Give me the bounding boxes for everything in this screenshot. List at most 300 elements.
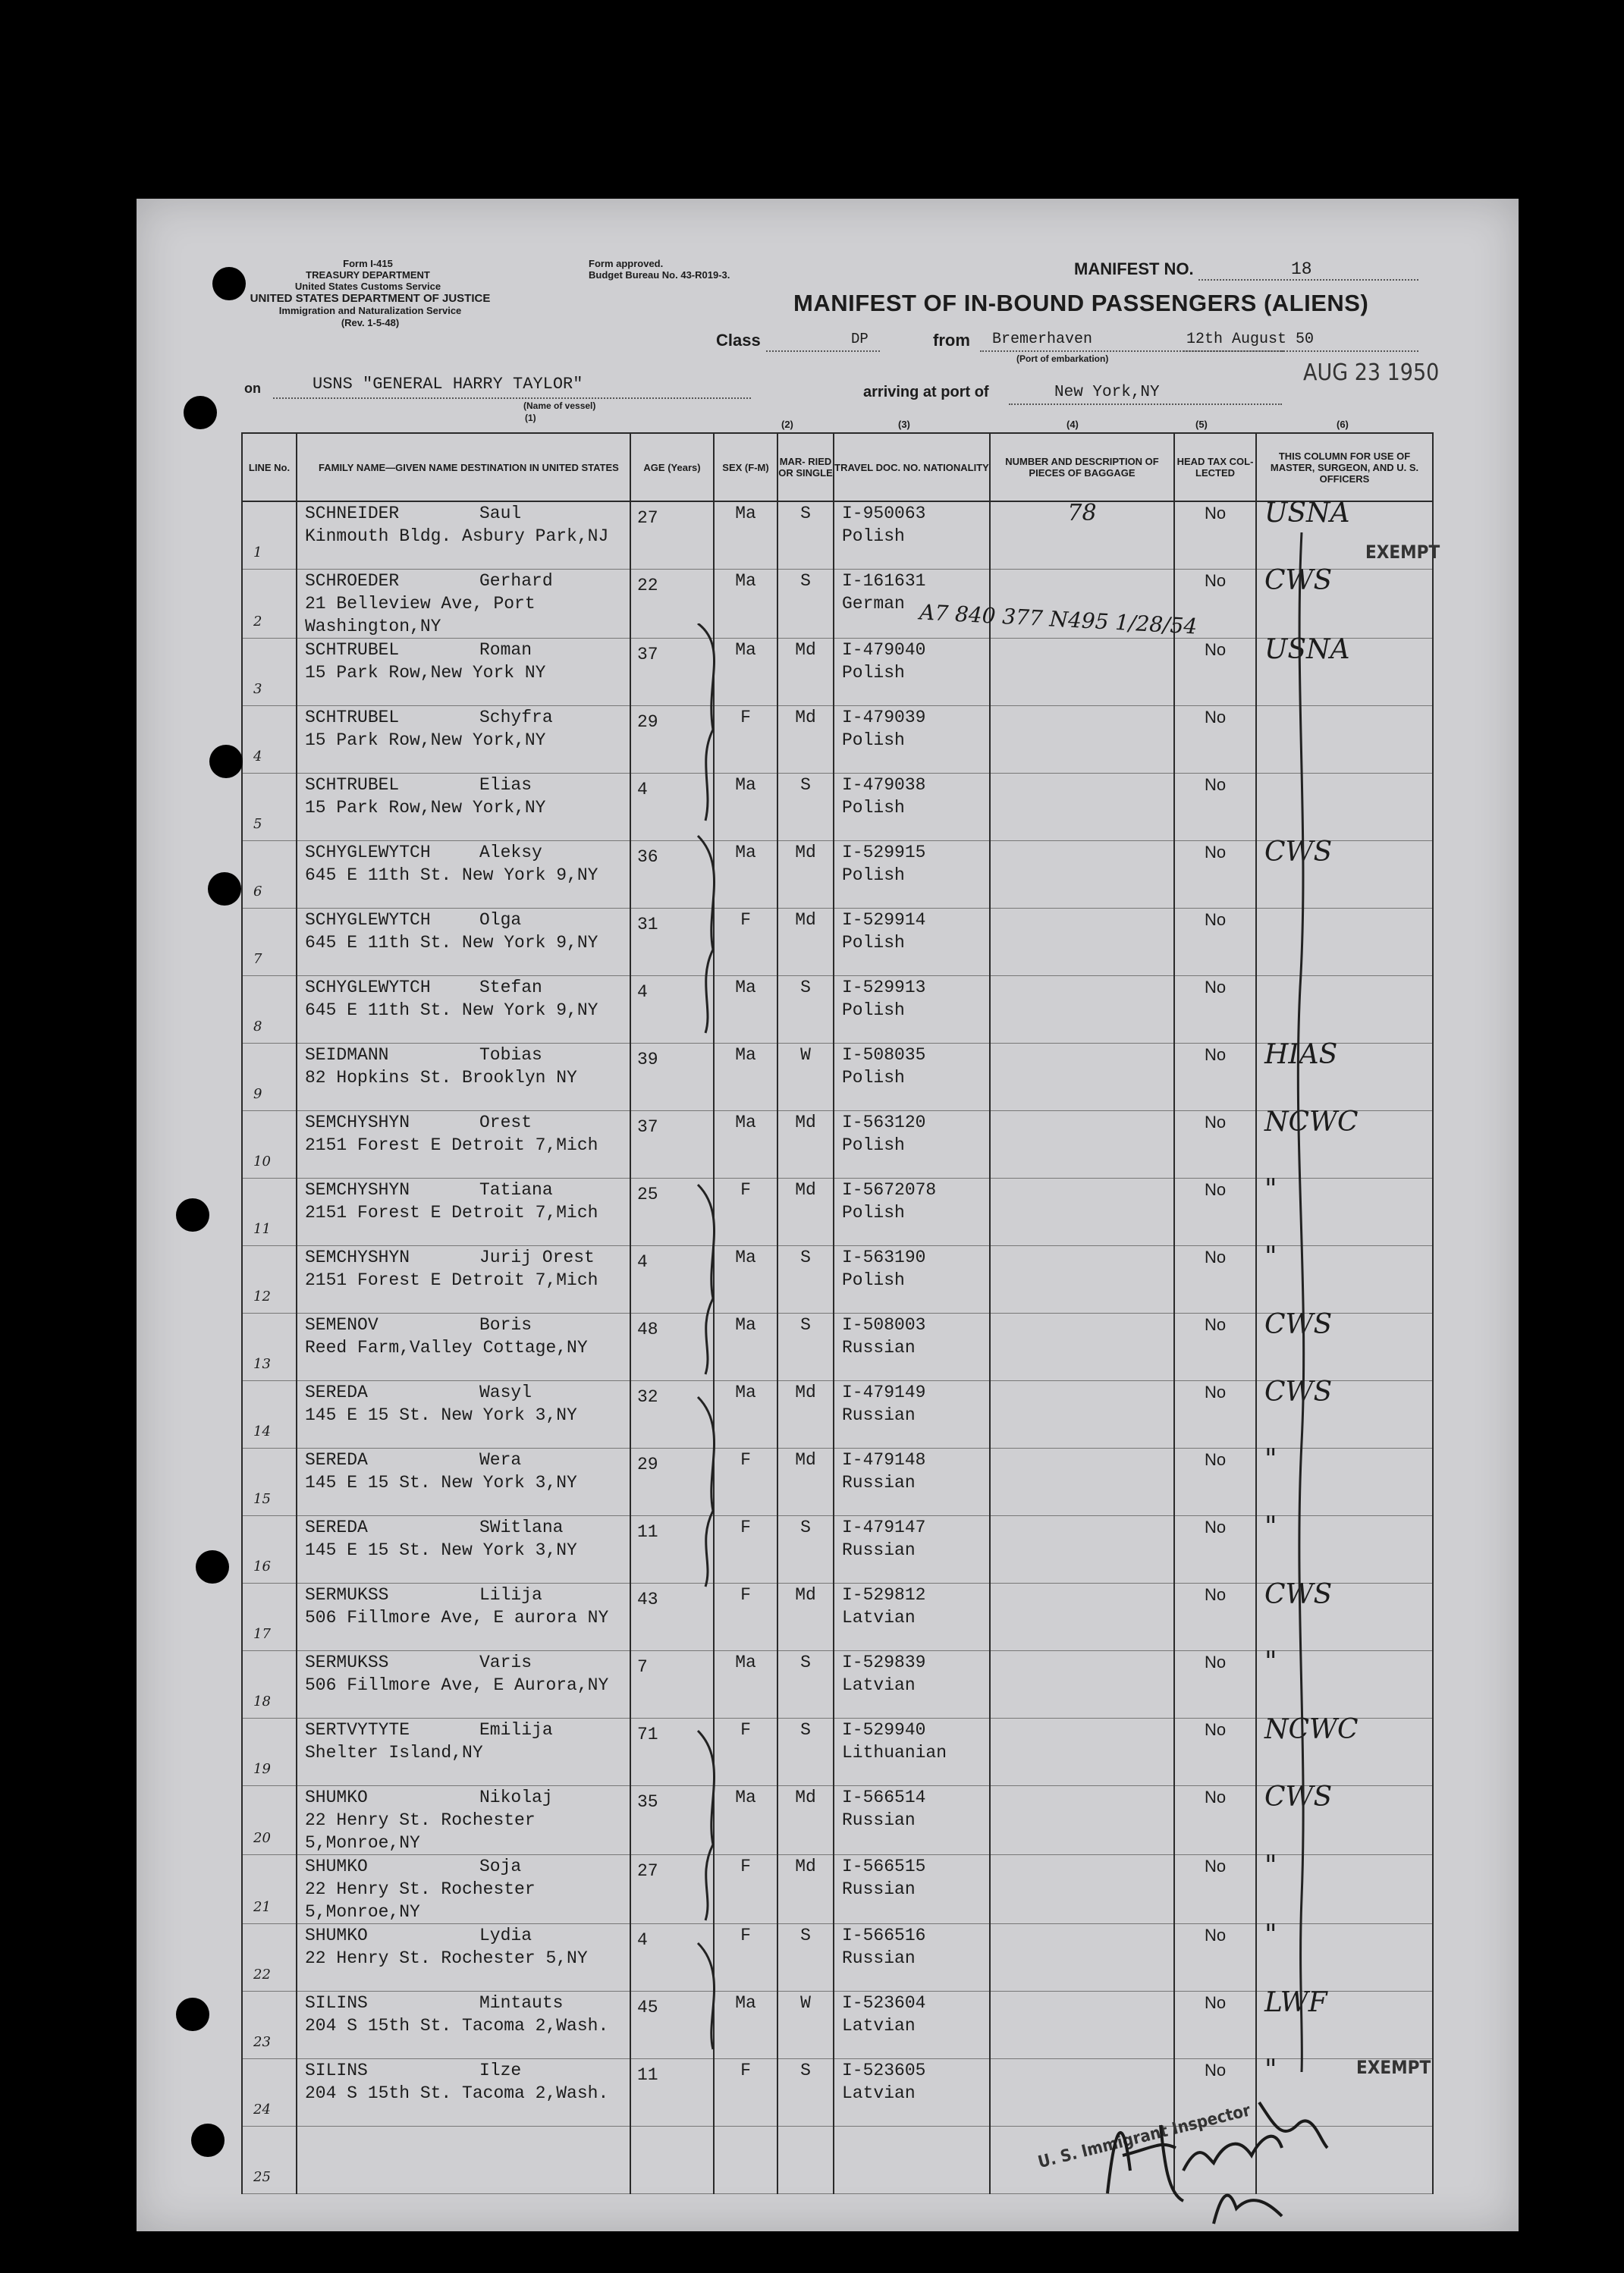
doc-cell — [834, 1855, 990, 1924]
col-doc: TRAVEL DOC. NO. NATIONALITY — [834, 433, 990, 501]
line-cell — [242, 2059, 297, 2127]
col-name: FAMILY NAME—GIVEN NAME DESTINATION IN UNITED STATES — [297, 433, 630, 501]
sex: F — [740, 2061, 751, 2080]
sex: Ma — [735, 1315, 756, 1335]
tax-cell — [1174, 1449, 1256, 1516]
age-cell — [630, 501, 714, 570]
officer-note: " — [1264, 1851, 1277, 1882]
line-cell — [242, 1719, 297, 1786]
nationality: Polish — [842, 798, 905, 818]
nationality: Lithuanian — [842, 1743, 947, 1763]
head-tax: No — [1204, 1926, 1227, 1945]
nationality: Latvian — [842, 1675, 916, 1695]
doc-cell — [834, 1246, 990, 1314]
destination: 506 Fillmore Ave, E Aurora,NY — [305, 1675, 609, 1695]
nationality: Polish — [842, 1270, 905, 1290]
officer-note-cell — [1256, 1512, 1433, 1584]
line-number: 12 — [253, 1289, 271, 1304]
age: 48 — [637, 1320, 658, 1339]
destination: 21 Belleview Ave, Port Washington,NY — [305, 594, 536, 636]
line-cell — [242, 1516, 297, 1584]
officer-note: USNA — [1264, 498, 1350, 529]
head-tax: No — [1204, 1113, 1227, 1132]
head-tax: No — [1204, 571, 1227, 590]
nationality: Polish — [842, 1068, 905, 1088]
destination: 145 E 15 St. New York 3,NY — [305, 1473, 577, 1493]
travel-doc-no: I-508003 — [842, 1315, 926, 1335]
family-name: SEMCHYSHYN — [305, 1180, 410, 1200]
head-tax: No — [1204, 843, 1227, 862]
officer-note-cell — [1256, 1309, 1433, 1381]
table-row — [242, 1111, 1433, 1179]
officer-note-cell — [1256, 774, 1433, 841]
travel-doc-no: I-529913 — [842, 978, 926, 997]
name-cell — [297, 1449, 630, 1516]
marital-cell — [777, 1179, 834, 1246]
line-number: 9 — [253, 1086, 262, 1102]
col-baggage-num: (4) — [1066, 419, 1079, 430]
age: 31 — [637, 915, 658, 934]
line-cell — [242, 1924, 297, 1992]
marital-status: S — [800, 1315, 811, 1335]
table-row — [242, 1449, 1433, 1516]
line-number: 21 — [253, 1899, 271, 1915]
doc-cell — [834, 1449, 990, 1516]
col-tax: HEAD TAX COL- LECTED — [1174, 433, 1256, 501]
officer-note: CWS — [1264, 1782, 1333, 1813]
baggage-cell — [990, 1449, 1174, 1516]
marital-cell — [777, 1111, 834, 1179]
marital-cell — [777, 1651, 834, 1719]
table-row — [242, 1246, 1433, 1314]
given-name: Elias — [479, 775, 532, 795]
line-number: 18 — [253, 1694, 271, 1709]
col-tax-num: (5) — [1195, 419, 1208, 430]
row2-annotation: A7 840 377 N495 1/28/54 — [919, 599, 1198, 639]
line-cell — [242, 909, 297, 976]
baggage-cell — [990, 1786, 1174, 1855]
family-name: SCHYGLEWYTCH — [305, 910, 431, 930]
col-married-num: (2) — [781, 419, 793, 430]
sex: Ma — [735, 640, 756, 660]
doc-cell — [834, 1179, 990, 1246]
table-row — [242, 1855, 1433, 1924]
customs-label: United States Customs Service — [294, 281, 441, 292]
punch-hole — [176, 1998, 209, 2031]
name-cell — [297, 570, 630, 639]
line-number: 20 — [253, 1830, 271, 1846]
exempt-stamp-bottom: EXEMPT — [1356, 2057, 1431, 2078]
destination: 145 E 15 St. New York 3,NY — [305, 1405, 577, 1425]
tax-cell — [1174, 1855, 1256, 1924]
given-name: Olga — [479, 910, 522, 930]
marital-cell — [777, 1516, 834, 1584]
tax-cell — [1174, 501, 1256, 570]
line-cell — [242, 1179, 297, 1246]
marital-status: Md — [795, 1857, 816, 1876]
family-name: SCHTRUBEL — [305, 775, 400, 795]
marital-status: S — [800, 1653, 811, 1672]
table-row — [242, 1044, 1433, 1111]
family-name: SEMCHYSHYN — [305, 1248, 410, 1267]
tax-cell — [1174, 909, 1256, 976]
line-number: 24 — [253, 2102, 271, 2118]
punch-hole — [209, 745, 243, 778]
nationality: Polish — [842, 865, 905, 885]
line-cell — [242, 1246, 297, 1314]
nationality: Latvian — [842, 1608, 916, 1628]
travel-doc-no: I-529839 — [842, 1653, 926, 1672]
justice-label: UNITED STATES DEPARTMENT OF JUSTICE — [250, 292, 491, 305]
passenger-table — [241, 432, 1434, 2194]
nationality: Russian — [842, 1810, 916, 1830]
line-cell — [242, 706, 297, 774]
travel-doc-no: I-950063 — [842, 504, 926, 523]
line-number: 22 — [253, 1967, 271, 1983]
family-name: SCHTRUBEL — [305, 708, 400, 727]
officer-note: CWS — [1264, 1309, 1333, 1340]
officer-note-cell — [1256, 1107, 1433, 1179]
approval-block — [589, 258, 786, 281]
officer-note: HIAS — [1264, 1039, 1338, 1070]
age: 25 — [637, 1185, 658, 1204]
name-cell — [297, 909, 630, 976]
punch-hole — [191, 2124, 225, 2157]
nationality: Russian — [842, 1540, 916, 1560]
officer-note: " — [1264, 1647, 1277, 1678]
line-number: 23 — [253, 2034, 271, 2050]
marital-status: Md — [795, 640, 816, 660]
given-name: Soja — [479, 1857, 522, 1876]
officer-note-cell — [1256, 909, 1433, 976]
table-row — [242, 1924, 1433, 1992]
travel-doc-no: I-563190 — [842, 1248, 926, 1267]
officer-note: " — [1264, 2055, 1277, 2086]
marital-cell — [777, 570, 834, 639]
nationality: Polish — [842, 1000, 905, 1020]
marital-cell — [777, 2059, 834, 2127]
name-cell — [297, 1992, 630, 2059]
name-cell — [297, 1786, 630, 1855]
head-tax: No — [1204, 1585, 1227, 1604]
given-name: SWitlana — [479, 1518, 564, 1537]
punch-hole — [176, 1198, 209, 1232]
marital-status: S — [800, 1248, 811, 1267]
line-cell — [242, 639, 297, 706]
line-cell — [242, 1855, 297, 1924]
head-tax: No — [1204, 640, 1227, 659]
line-cell — [242, 1651, 297, 1719]
officer-note-cell — [1256, 634, 1433, 706]
tax-cell — [1174, 1584, 1256, 1651]
officer-note: " — [1264, 1444, 1277, 1475]
marital-status: Md — [795, 708, 816, 727]
sex: F — [740, 1720, 751, 1740]
head-tax: No — [1204, 1248, 1227, 1267]
line-number: 14 — [253, 1424, 271, 1439]
line-cell — [242, 1111, 297, 1179]
table-row — [242, 501, 1433, 570]
marital-status: W — [800, 1993, 811, 2013]
nationality: Russian — [842, 1338, 916, 1358]
age: 4 — [637, 982, 648, 1002]
manifest-sheet — [137, 199, 1519, 2231]
family-name: SERMUKSS — [305, 1653, 389, 1672]
officer-note: NCWC — [1264, 1107, 1359, 1138]
marital-status: W — [800, 1045, 811, 1065]
empty-cell — [777, 2127, 834, 2194]
baggage-cell — [990, 706, 1174, 774]
head-tax: No — [1204, 1180, 1227, 1199]
empty-cell — [297, 2127, 630, 2194]
given-name: Lilija — [479, 1585, 542, 1605]
form-id: Form I-415 — [343, 258, 393, 269]
sex: Ma — [735, 571, 756, 591]
travel-doc-no: I-508035 — [842, 1045, 926, 1065]
col-doc-num: (3) — [898, 419, 910, 430]
sex: Ma — [735, 1788, 756, 1807]
given-name: Varis — [479, 1653, 532, 1672]
destination: 2151 Forest E Detroit 7,Mich — [305, 1135, 598, 1155]
tax-cell — [1174, 1786, 1256, 1855]
age: 36 — [637, 847, 658, 867]
travel-doc-no: I-523604 — [842, 1993, 926, 2013]
line-cell — [242, 501, 297, 570]
doc-cell — [834, 1924, 990, 1992]
officer-note-cell — [1256, 1782, 1433, 1855]
line-number: 10 — [253, 1154, 271, 1169]
line-cell — [242, 976, 297, 1044]
destination: 645 E 11th St. New York 9,NY — [305, 933, 598, 953]
col-age: AGE (Years) — [630, 433, 714, 501]
tax-cell — [1174, 1992, 1256, 2059]
vessel-label: (Name of vessel) — [523, 400, 596, 411]
age: 71 — [637, 1725, 658, 1744]
line-number: 11 — [253, 1221, 271, 1237]
line-cell — [242, 1381, 297, 1449]
marital-status: Md — [795, 1450, 816, 1470]
age: 27 — [637, 1861, 658, 1881]
officer-note: " — [1264, 1920, 1277, 1951]
marital-status: S — [800, 571, 811, 591]
head-tax: No — [1204, 2061, 1227, 2080]
head-tax: No — [1204, 708, 1227, 727]
punch-hole — [208, 872, 241, 906]
age: 7 — [637, 1657, 648, 1677]
head-tax: No — [1204, 1315, 1227, 1334]
on-label: on — [244, 381, 261, 396]
age: 37 — [637, 1117, 658, 1137]
marital-status: S — [800, 1926, 811, 1945]
age: 4 — [637, 1930, 648, 1950]
line-number: 19 — [253, 1761, 271, 1777]
family-name: SCHROEDER — [305, 571, 400, 591]
doc-cell — [834, 1516, 990, 1584]
marital-status: S — [800, 504, 811, 523]
marital-cell — [777, 1449, 834, 1516]
head-tax: No — [1204, 910, 1227, 929]
officer-note-cell — [1256, 1987, 1433, 2059]
doc-cell — [834, 2059, 990, 2127]
arrival-date-stamp: AUG 23 1950 — [1303, 359, 1440, 386]
sex: Ma — [735, 1248, 756, 1267]
table-row — [242, 909, 1433, 976]
marital-cell — [777, 1314, 834, 1381]
nationality: Polish — [842, 1135, 905, 1155]
marital-cell — [777, 501, 834, 570]
marital-cell — [777, 1246, 834, 1314]
budget-label: Budget Bureau No. 43-R019-3. — [589, 269, 730, 281]
baggage-cell — [990, 774, 1174, 841]
line-cell — [242, 1992, 297, 2059]
line-number: 3 — [253, 681, 262, 697]
line-number: 5 — [253, 816, 262, 832]
sail-date: 12th August 50 — [1186, 331, 1315, 348]
family-name: SERTVYTYTE — [305, 1720, 410, 1740]
doc-cell — [834, 1111, 990, 1179]
head-tax: No — [1204, 1518, 1227, 1537]
marital-status: Md — [795, 843, 816, 862]
sex: F — [740, 910, 751, 930]
officer-note-cell — [1256, 1242, 1433, 1314]
destination: Shelter Island,NY — [305, 1743, 483, 1763]
travel-doc-no: I-566514 — [842, 1788, 926, 1807]
officer-note: " — [1264, 1512, 1277, 1543]
date-line — [1183, 350, 1418, 352]
class-line — [766, 350, 880, 352]
marital-cell — [777, 1786, 834, 1855]
line-number: 4 — [253, 749, 262, 764]
baggage-cell — [990, 1044, 1174, 1111]
table-row — [242, 1584, 1433, 1651]
officer-note: LWF — [1264, 1987, 1327, 2018]
travel-doc-no: I-563120 — [842, 1113, 926, 1132]
line-cell — [242, 2127, 297, 2194]
name-cell — [297, 1314, 630, 1381]
age: 37 — [637, 645, 658, 664]
family-name: SEREDA — [305, 1518, 368, 1537]
baggage-cell — [990, 1314, 1174, 1381]
baggage-cell — [990, 1992, 1174, 2059]
doc-cell — [834, 1651, 990, 1719]
family-name: SEMCHYSHYN — [305, 1113, 410, 1132]
family-name: SHUMKO — [305, 1857, 368, 1876]
marital-cell — [777, 1924, 834, 1992]
line-number: 1 — [253, 545, 262, 560]
given-name: Tobias — [479, 1045, 542, 1065]
tax-cell — [1174, 774, 1256, 841]
name-cell — [297, 1855, 630, 1924]
table-row — [242, 1381, 1433, 1449]
tax-cell — [1174, 1314, 1256, 1381]
officer-note-cell — [1256, 1714, 1433, 1786]
officer-note: USNA — [1264, 634, 1350, 665]
given-name: Saul — [479, 504, 522, 523]
tax-cell — [1174, 706, 1256, 774]
nationality: Russian — [842, 1473, 916, 1493]
doc-cell — [834, 639, 990, 706]
tax-cell — [1174, 976, 1256, 1044]
vessel-name: USNS "GENERAL HARRY TAYLOR" — [313, 375, 583, 394]
officer-note-cell — [1256, 1377, 1433, 1449]
marital-status: Md — [795, 1180, 816, 1200]
sex: Ma — [735, 775, 756, 795]
head-tax: No — [1204, 1857, 1227, 1876]
marital-cell — [777, 841, 834, 909]
marital-cell — [777, 1855, 834, 1924]
baggage-cell — [990, 1584, 1174, 1651]
marital-cell — [777, 1719, 834, 1786]
given-name: Wera — [479, 1450, 522, 1470]
destination: Reed Farm,Valley Cottage,NY — [305, 1338, 588, 1358]
nationality: Polish — [842, 663, 905, 683]
table-row — [242, 774, 1433, 841]
arrival-port: New York,NY — [1054, 384, 1160, 401]
sex: F — [740, 1857, 751, 1876]
marital-status: S — [800, 2061, 811, 2080]
line-cell — [242, 1044, 297, 1111]
tax-cell — [1174, 1651, 1256, 1719]
given-name: Lydia — [479, 1926, 532, 1945]
head-tax: No — [1204, 1993, 1227, 2012]
class-label: Class — [716, 331, 761, 350]
officer-bracket-line — [1286, 532, 1317, 2080]
baggage-cell — [990, 841, 1174, 909]
age: 29 — [637, 1455, 658, 1474]
given-name: Roman — [479, 640, 532, 660]
destination: 645 E 11th St. New York 9,NY — [305, 865, 598, 885]
family-name: SCHYGLEWYTCH — [305, 978, 431, 997]
punch-hole — [184, 396, 217, 429]
doc-cell — [834, 1044, 990, 1111]
destination: 145 E 15 St. New York 3,NY — [305, 1540, 577, 1560]
line-number: 25 — [253, 2169, 271, 2185]
baggage-cell — [990, 639, 1174, 706]
travel-doc-no: I-566516 — [842, 1926, 926, 1945]
table-row — [242, 1314, 1433, 1381]
name-cell — [297, 501, 630, 570]
officer-note: NCWC — [1264, 1714, 1359, 1745]
punch-hole — [196, 1550, 229, 1584]
nationality: Russian — [842, 1948, 916, 1968]
destination: 15 Park Row,New York,NY — [305, 730, 546, 750]
vessel-num-label: (1) — [525, 413, 536, 423]
destination: 204 S 15th St. Tacoma 2,Wash. — [305, 2016, 609, 2036]
inspector-signature — [1092, 2080, 1365, 2231]
nationality: Polish — [842, 730, 905, 750]
name-cell — [297, 1651, 630, 1719]
doc-cell — [834, 774, 990, 841]
doc-cell — [834, 706, 990, 774]
family-name: SEMENOV — [305, 1315, 379, 1335]
travel-doc-no: I-529914 — [842, 910, 926, 930]
line-cell — [242, 1584, 297, 1651]
officer-note-cell — [1256, 1579, 1433, 1651]
travel-doc-no: I-529940 — [842, 1720, 926, 1740]
line-cell — [242, 1786, 297, 1855]
given-name: Jurij Orest — [479, 1248, 595, 1267]
nationality: Russian — [842, 1879, 916, 1899]
nationality: Polish — [842, 933, 905, 953]
name-cell — [297, 1924, 630, 1992]
age: 39 — [637, 1050, 658, 1069]
inspector-stamp: U. S. Immigrant Inspector — [1036, 2101, 1253, 2173]
head-tax: No — [1204, 775, 1227, 794]
destination: 22 Henry St. Rochester 5,NY — [305, 1948, 588, 1968]
col-sex: SEX (F-M) — [714, 433, 777, 501]
doc-cell — [834, 1584, 990, 1651]
name-cell — [297, 1584, 630, 1651]
